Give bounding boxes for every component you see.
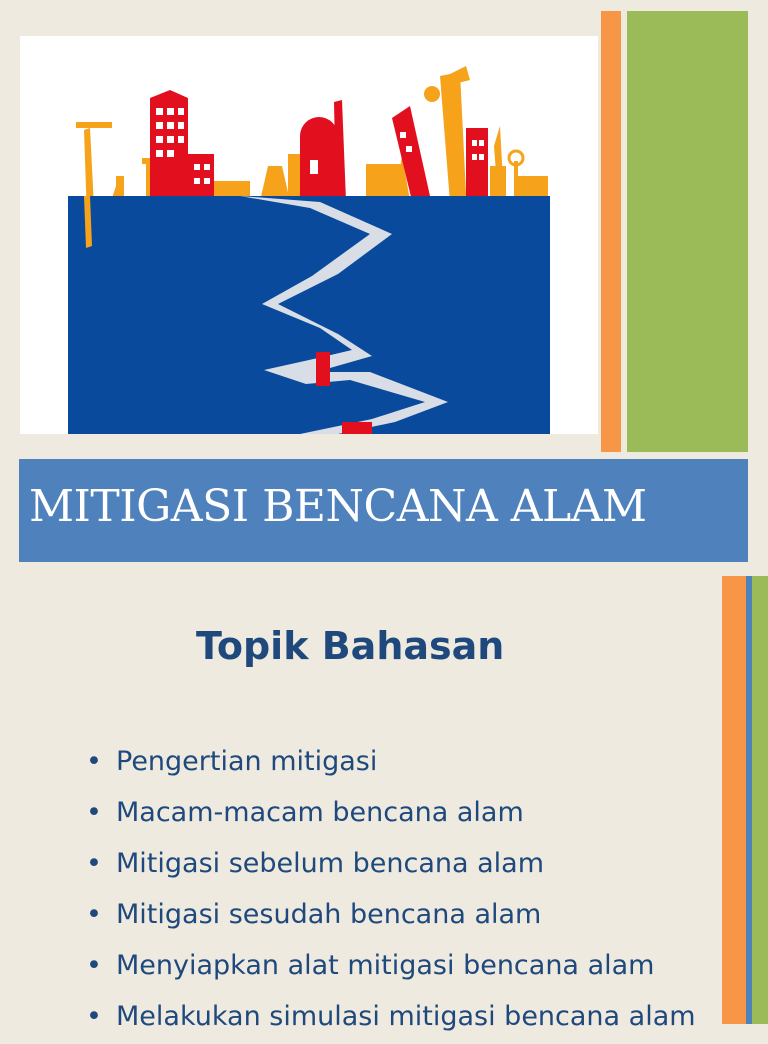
- topic-list: [86, 738, 726, 1044]
- topic-label: Menyiapkan alat mitigasi bencana alam: [116, 950, 655, 981]
- list-item: [86, 738, 726, 789]
- earthquake-illustration: [20, 36, 598, 434]
- topic-label: Pengertian mitigasi: [116, 746, 378, 777]
- list-item: [86, 891, 726, 942]
- bullet-icon: •: [86, 1001, 102, 1032]
- topic-label: Mitigasi sebelum bencana alam: [116, 848, 545, 879]
- bullet-icon: •: [86, 746, 102, 777]
- bullet-icon: •: [86, 899, 102, 930]
- title-banner: [19, 459, 748, 562]
- section-heading: Topik Bahasan: [196, 624, 505, 668]
- list-item: [86, 993, 726, 1044]
- topic-label: Macam-macam bencana alam: [116, 797, 524, 828]
- bullet-icon: •: [86, 950, 102, 981]
- topic-label: Melakukan simulasi mitigasi bencana alam: [116, 1001, 696, 1032]
- bullet-icon: •: [86, 797, 102, 828]
- accent-bar-green-bottom: [752, 576, 768, 1024]
- topic-label: Mitigasi sesudah bencana alam: [116, 899, 542, 930]
- bullet-icon: •: [86, 848, 102, 879]
- list-item: [86, 840, 726, 891]
- list-item: [86, 942, 726, 993]
- earthquake-crack-icon: [20, 36, 598, 434]
- accent-bar-orange-top: [601, 11, 621, 452]
- list-item: [86, 789, 726, 840]
- slide-title: MITIGASI BENCANA ALAM: [29, 481, 647, 532]
- accent-bar-green-top: [627, 11, 748, 452]
